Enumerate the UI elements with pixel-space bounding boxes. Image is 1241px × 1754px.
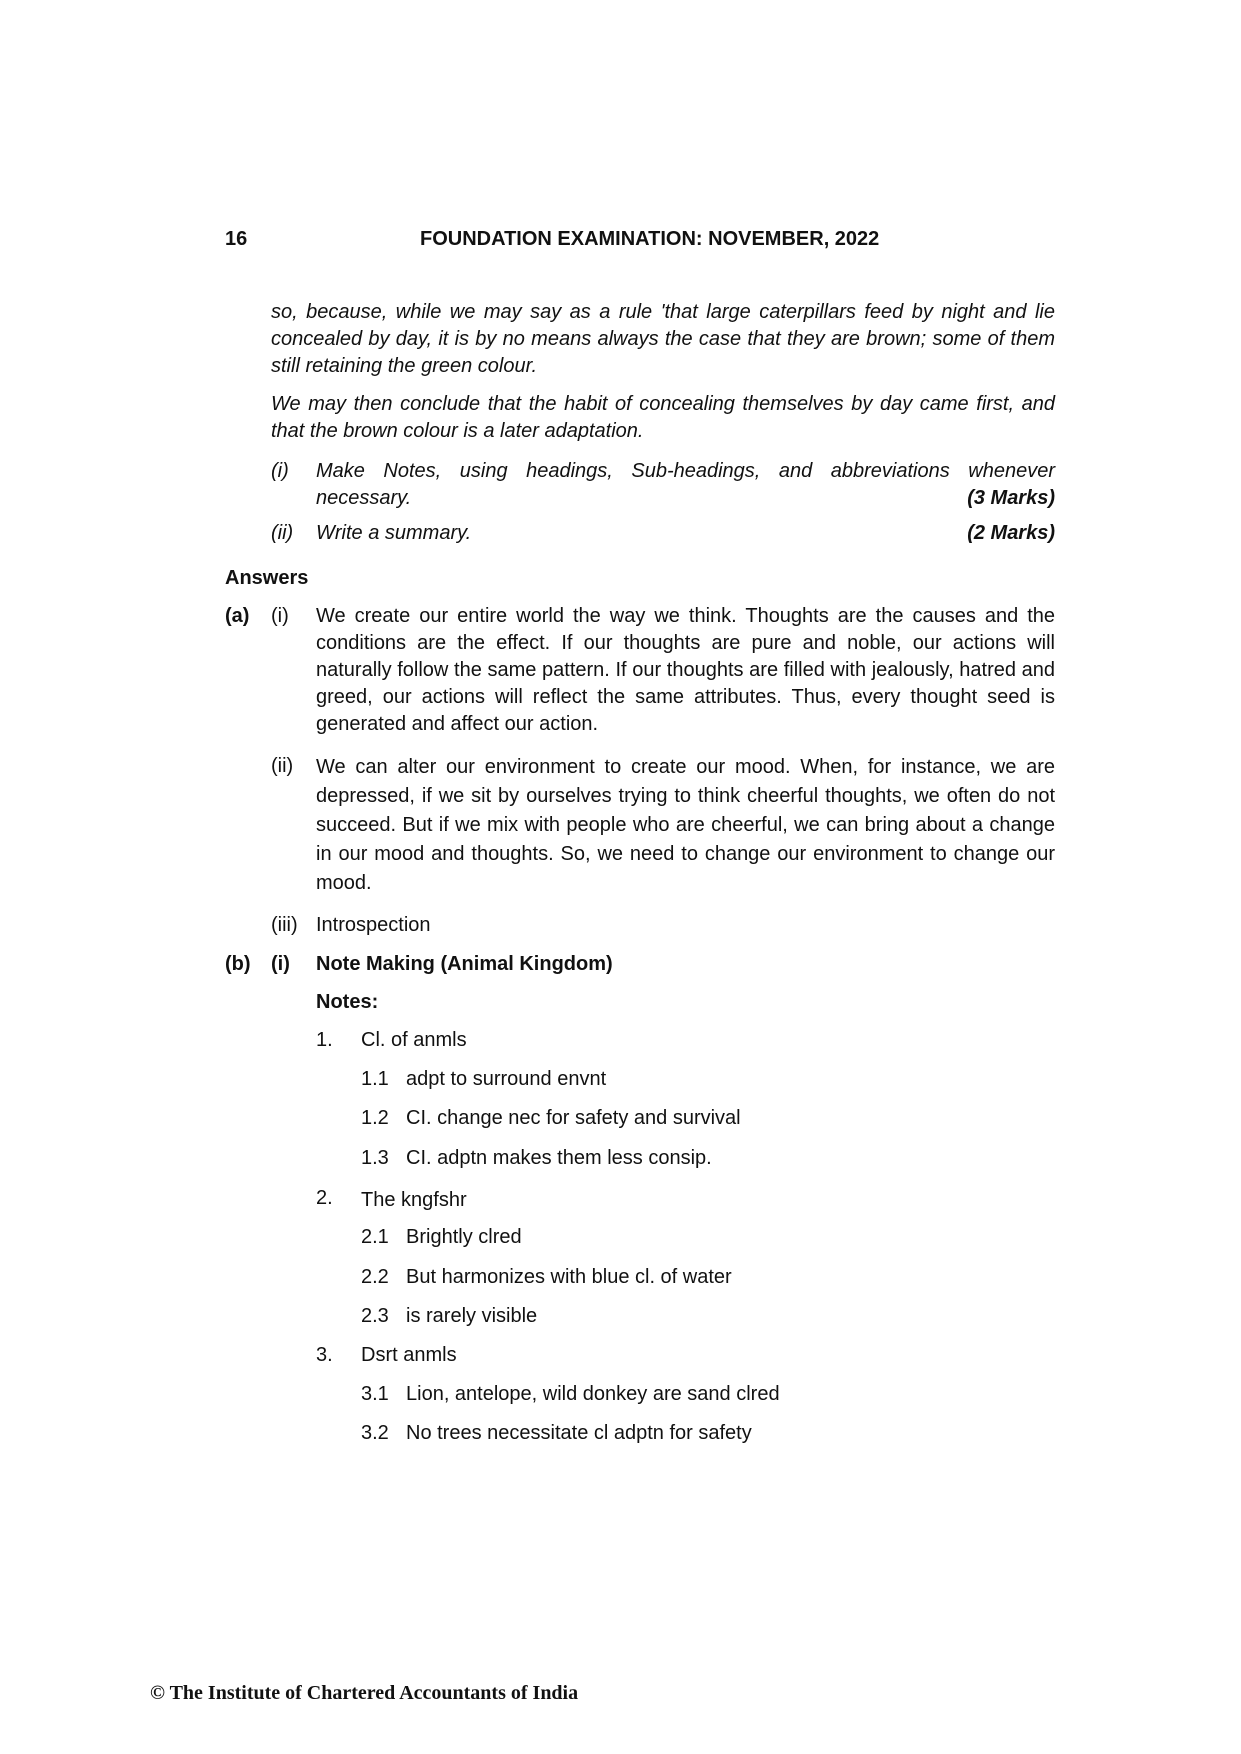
page-number: 16 <box>225 228 248 250</box>
note-heading: Dsrt anmls <box>361 1344 457 1366</box>
sub-note-number: 2.3 <box>361 1305 389 1327</box>
question-number: (ii) <box>271 522 294 544</box>
answer-a-iii-number: (iii) <box>271 914 298 936</box>
sub-note-number: 2.2 <box>361 1266 389 1288</box>
note-number: 3. <box>316 1344 333 1366</box>
sub-note-text: CI. change nec for safety and survival <box>406 1107 741 1129</box>
answer-b-label: (b) <box>225 953 251 975</box>
sub-note-number: 2.1 <box>361 1226 389 1248</box>
question-i <box>271 458 1055 512</box>
note-making-title: Note Making (Animal Kingdom) <box>316 953 613 975</box>
sub-note-number: 1.1 <box>361 1068 389 1090</box>
page-header-title: FOUNDATION EXAMINATION: NOVEMBER, 2022 <box>420 228 880 250</box>
passage-paragraph-2: We may then conclude that the habit of concealing themselves by day came first, and that the brown colour is a later adaptation. <box>271 393 1055 442</box>
answer-a-i-text: We create our entire world the way we think. Thoughts are the causes and the conditions are the effect. If our thoughts are pure and noble, our actions will naturally follow the same pattern. If our thoughts are filled with jealously, hatred and greed, our actions will reflect the same attributes. Thus, every thought seed is generated and affect our action. <box>316 605 1055 735</box>
note-heading: Cl. of anmls <box>361 1029 467 1051</box>
answer-a-i-number: (i) <box>271 605 289 627</box>
sub-note-number: 3.1 <box>361 1383 389 1405</box>
question-text-line-2: necessary. <box>316 487 412 509</box>
sub-note-text: Brightly clred <box>406 1226 522 1248</box>
question-marks: (2 Marks) <box>967 522 1055 544</box>
answer-a-ii-number: (ii) <box>271 755 294 777</box>
answer-b-i-number: (i) <box>271 953 290 975</box>
note-heading: The kngfshr <box>361 1189 467 1211</box>
answer-a-iii-text: Introspection <box>316 914 431 936</box>
sub-note-text: is rarely visible <box>406 1305 538 1327</box>
notes-heading: Notes: <box>316 991 379 1013</box>
answers-heading: Answers <box>225 567 309 589</box>
note-number: 2. <box>316 1187 333 1209</box>
sub-note-text: Lion, antelope, wild donkey are sand clred <box>406 1383 780 1405</box>
sub-note-text: But harmonizes with blue cl. of water <box>406 1266 732 1288</box>
question-text-line-1: Make Notes, using headings, Sub-headings, and abbreviations whenever <box>316 460 1055 482</box>
sub-note-number: 1.2 <box>361 1107 389 1129</box>
sub-note-number: 1.3 <box>361 1147 389 1169</box>
question-ii <box>271 520 1055 547</box>
copyright-footer: © The Institute of Chartered Accountants of India <box>150 1682 579 1704</box>
sub-note-text: CI. adptn makes them less consip. <box>406 1147 712 1169</box>
answer-a-ii-text: We can alter our environment to create our mood. When, for instance, we are depressed, if we sit by ourselves trying to think cheerful thoughts, we often do not succeed. But if we mix with people who are cheerful, we can bring about a change in our mood and thoughts. So, we need to change our environment to change our mood. <box>316 756 1055 894</box>
question-text: Write a summary. <box>316 522 472 544</box>
passage-paragraph-1: so, because, while we may say as a rule 'that large caterpillars feed by night and lie concealed by day, it is by no means always the case that they are brown; some of them still retaining the green colour. <box>271 301 1055 377</box>
note-number: 1. <box>316 1029 333 1051</box>
sub-note-text: adpt to surround envnt <box>406 1068 607 1090</box>
question-marks: (3 Marks) <box>967 487 1055 509</box>
sub-note-text: No trees necessitate cl adptn for safety <box>406 1422 752 1444</box>
question-number: (i) <box>271 460 289 482</box>
answer-a-label: (a) <box>225 605 250 627</box>
sub-note-number: 3.2 <box>361 1422 389 1444</box>
